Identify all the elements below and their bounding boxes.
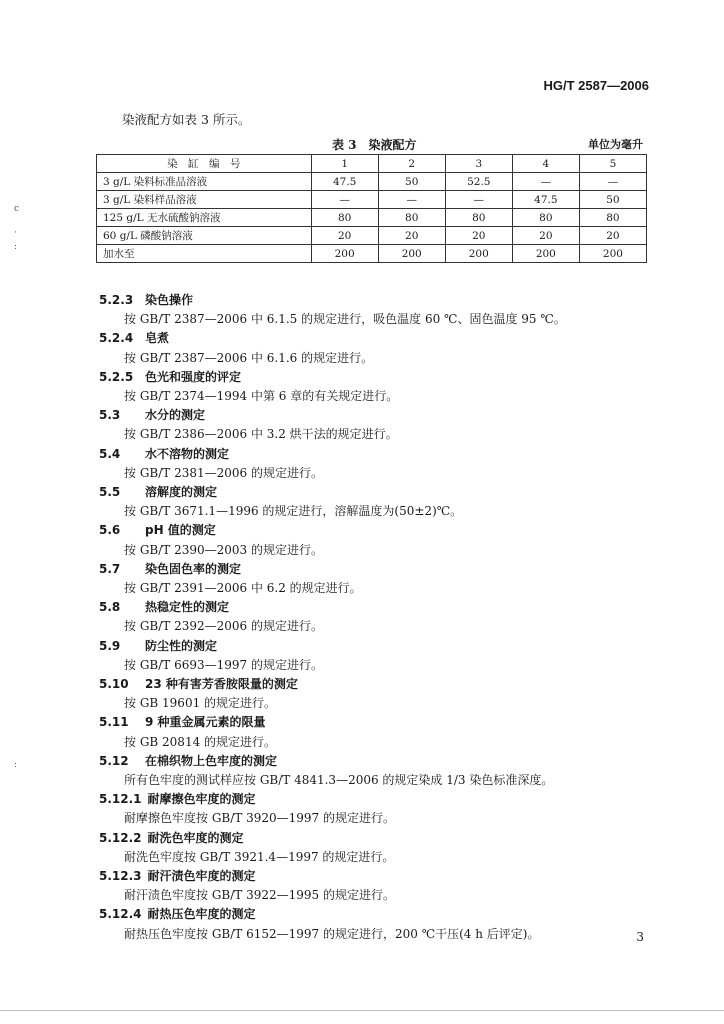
margin-mark: · [14, 228, 17, 238]
section-heading [99, 329, 169, 346]
col-header: 4 [512, 155, 579, 173]
section-title: 溶解度的测定 [145, 485, 218, 499]
section-number: 5.12.4 [99, 907, 142, 922]
col-header: 2 [378, 155, 445, 173]
section-body: 按 GB 20814 的规定进行。 [124, 734, 277, 749]
section-body: 按 GB/T 3671.1—1996 的规定进行，溶解温度为(50±2)℃。 [124, 504, 463, 519]
section-heading [99, 521, 216, 538]
cell-value: 80 [445, 209, 512, 227]
section-heading [99, 637, 217, 654]
cell-value: — [445, 191, 512, 209]
cell-value: 20 [445, 227, 512, 245]
section-body: 按 GB/T 2381—2006 的规定进行。 [124, 465, 323, 480]
section-title: 耐汗渍色牢度的测定 [147, 869, 256, 883]
section-title: 23 种有害芳香胺限量的测定 [145, 677, 298, 691]
row-label: 加水至 [97, 245, 312, 263]
table-title: 表 3 染液配方 [332, 138, 417, 152]
row-label: 60 g/L 磷酸钠溶液 [97, 227, 312, 245]
cell-value: 20 [378, 227, 445, 245]
section-body: 耐摩擦色牢度按 GB/T 3920—1997 的规定进行。 [124, 811, 395, 826]
section-body: 按 GB/T 6693—1997 的规定进行。 [124, 657, 323, 672]
section-number: 5.8 [99, 600, 121, 615]
margin-mark: c [14, 204, 20, 214]
table-row [97, 191, 647, 209]
section-number: 5.12.3 [99, 869, 142, 883]
cell-value: 47.5 [311, 173, 378, 191]
table-header-row [97, 155, 647, 173]
cell-value: 200 [378, 245, 445, 263]
section-body: 耐洗色牢度按 GB/T 3921.4—1997 的规定进行。 [124, 849, 395, 864]
section-body: 按 GB/T 2374—1994 中第 6 章的有关规定进行。 [124, 389, 399, 403]
cell-value: 80 [512, 209, 579, 227]
cell-value: — [579, 173, 646, 191]
section-number: 5.9 [99, 638, 121, 653]
section-number: 5.10 [99, 677, 129, 691]
section-heading [99, 675, 298, 692]
cell-value: 200 [579, 245, 646, 263]
standard-code: HG/T 2587—2006 [543, 78, 649, 93]
section-number: 5.6 [99, 523, 121, 538]
section-body: 按 GB/T 2387—2006 中 6.1.5 的规定进行，吸色温度 60 ℃、固色温度 95 ℃。 [124, 312, 566, 327]
section-body: 按 GB/T 2387—2006 中 6.1.6 的规定进行。 [124, 350, 374, 365]
cell-value: 20 [579, 227, 646, 245]
section-number: 5.12.1 [99, 792, 142, 807]
cell-value: 47.5 [512, 191, 579, 209]
cell-value: — [378, 191, 445, 209]
section-heading [99, 560, 241, 577]
row-label: 3 g/L 染料样品溶液 [97, 191, 312, 209]
section-title: 皂煮 [145, 331, 170, 346]
section-number: 5.11 [99, 715, 129, 730]
cell-value: 50 [378, 173, 445, 191]
section-heading [99, 406, 205, 423]
section-heading [99, 598, 229, 615]
section-title: 水分的测定 [145, 408, 206, 423]
margin-mark: : [14, 760, 18, 770]
section-title: pH 值的测定 [145, 523, 216, 538]
section-body: 按 GB/T 2392—2006 的规定进行。 [124, 619, 323, 634]
cell-value: 80 [311, 209, 378, 227]
row-label: 125 g/L 无水硫酸钠溶液 [97, 209, 312, 227]
section-heading [99, 905, 256, 922]
cell-value: 80 [579, 209, 646, 227]
section-number: 5.2.3 [99, 293, 134, 307]
section-heading [99, 291, 193, 308]
section-body: 耐汗渍色牢度按 GB/T 3922—1995 的规定进行。 [124, 888, 395, 903]
section-number: 5.7 [99, 561, 121, 576]
row-label: 3 g/L 染料标准品溶液 [97, 173, 312, 191]
dye-formula-table [96, 154, 647, 263]
table-unit: 单位为毫升 [588, 138, 643, 151]
section-title: 热稳定性的测定 [145, 600, 230, 615]
cell-value: 200 [445, 245, 512, 263]
section-title: 染色固色率的测定 [145, 561, 242, 576]
section-body: 所有色牢度的测试样应按 GB/T 4841.3—2006 的规定染成 1/3 染色标准深度。 [124, 773, 554, 787]
section-title: 水不溶物的测定 [145, 446, 230, 461]
table-row [97, 227, 647, 245]
col-header: 5 [579, 155, 646, 173]
bottom-rule [0, 1010, 724, 1011]
intro-text: 染液配方如表 3 所示。 [122, 112, 251, 127]
page-number: 3 [636, 930, 644, 944]
section-title: 在棉织物上色牢度的测定 [145, 753, 278, 768]
cell-value: 200 [512, 245, 579, 263]
section-number: 5.4 [99, 446, 121, 461]
section-title: 耐洗色牢度的测定 [147, 830, 244, 845]
header-label: 染 缸 编 号 [97, 155, 312, 173]
table-row [97, 209, 647, 227]
section-number: 5.12.2 [99, 830, 142, 845]
section-heading [99, 368, 241, 385]
section-number: 5.2.4 [99, 331, 134, 346]
section-number: 5.12 [99, 753, 129, 768]
section-title: 色光和强度的评定 [145, 369, 242, 384]
section-body: 按 GB/T 2390—2003 的规定进行。 [124, 542, 323, 557]
cell-value: 200 [311, 245, 378, 263]
table-row [97, 173, 647, 191]
cell-value: — [512, 173, 579, 191]
section-body: 耐热压色牢度按 GB/T 6152—1997 的规定进行，200 ℃干压(4 h 后评定)。 [124, 926, 540, 941]
margin-mark: : [14, 242, 18, 252]
section-heading [99, 713, 266, 730]
col-header: 3 [445, 155, 512, 173]
cell-value: — [311, 191, 378, 209]
cell-value: 20 [311, 227, 378, 245]
section-number: 5.5 [99, 485, 121, 499]
cell-value: 50 [579, 191, 646, 209]
section-body: 按 GB/T 2386—2006 中 3.2 烘干法的规定进行。 [124, 427, 398, 442]
cell-value: 20 [512, 227, 579, 245]
section-title: 染色操作 [145, 293, 194, 307]
section-heading [99, 445, 229, 462]
section-number: 5.2.5 [99, 369, 134, 384]
section-heading [99, 867, 256, 884]
section-title: 9 种重金属元素的限量 [145, 715, 266, 730]
table-row [97, 245, 647, 263]
section-heading [99, 790, 256, 807]
col-header: 1 [311, 155, 378, 173]
section-heading [99, 829, 244, 846]
section-title: 耐热压色牢度的测定 [147, 907, 256, 922]
section-heading [99, 483, 217, 500]
cell-value: 52.5 [445, 173, 512, 191]
cell-value: 80 [378, 209, 445, 227]
section-heading [99, 752, 277, 769]
section-number: 5.3 [99, 408, 121, 423]
section-title: 耐摩擦色牢度的测定 [147, 792, 256, 807]
section-body: 按 GB/T 2391—2006 中 6.2 的规定进行。 [124, 581, 362, 595]
section-body: 按 GB 19601 的规定进行。 [124, 696, 277, 711]
section-title: 防尘性的测定 [145, 638, 218, 653]
